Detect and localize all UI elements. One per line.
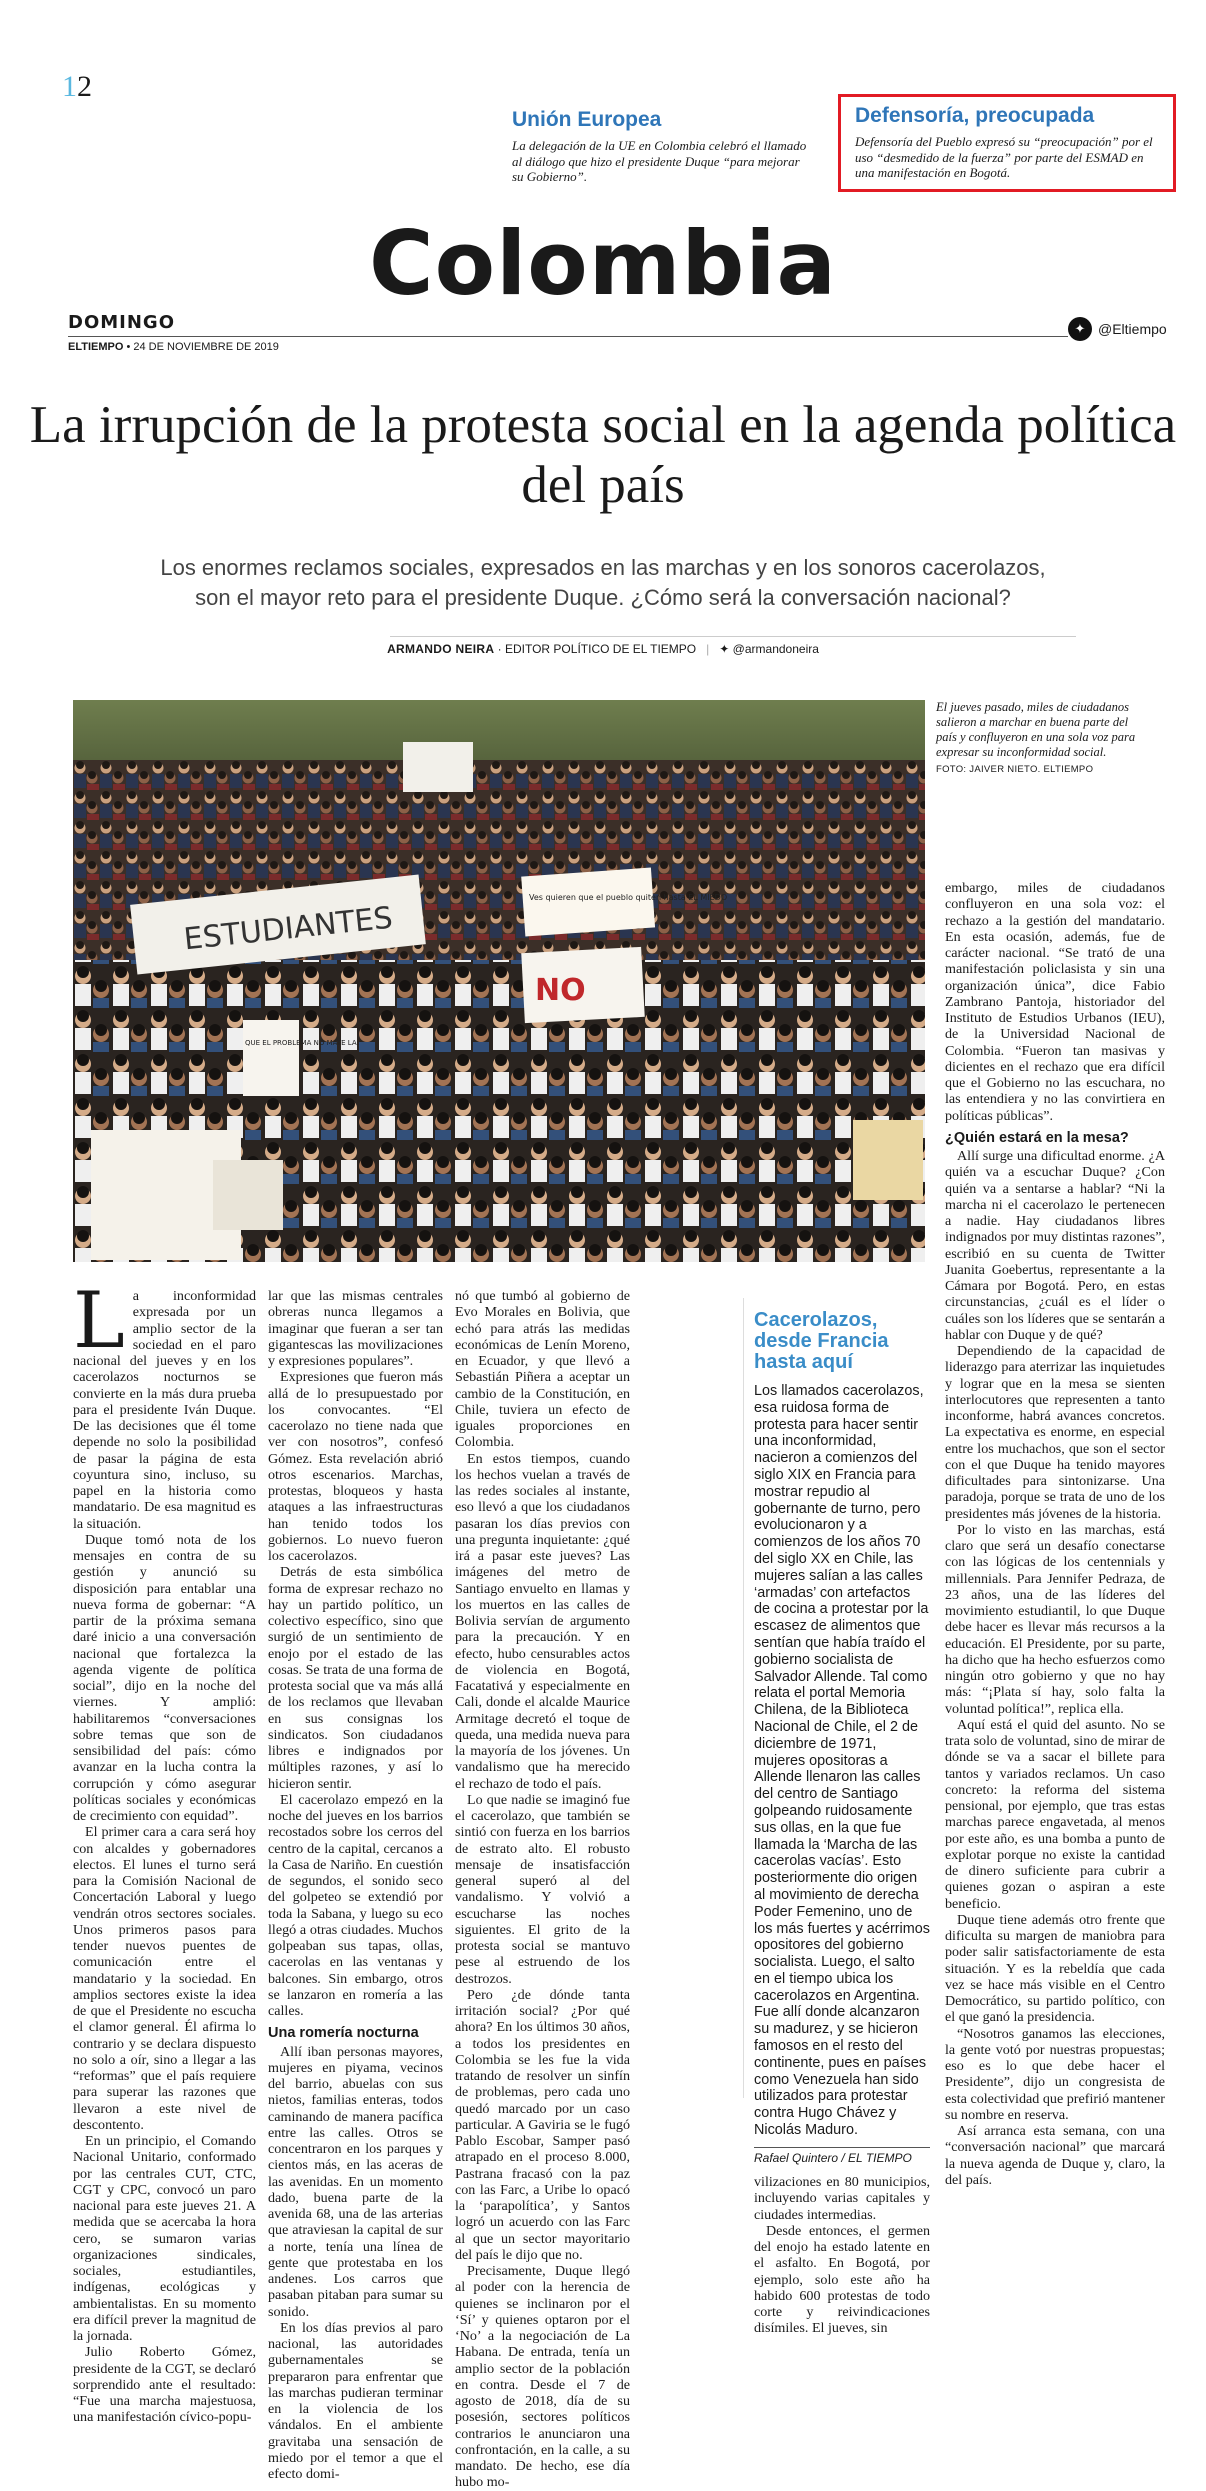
teaser-text: La delegación de la UE en Colombia celebró el llamado al diálogo que hizo el presidente Duque “para mejorar su Gobierno”. [512, 138, 807, 184]
teaser-defensoria-highlighted[interactable] [838, 94, 1176, 192]
header-rule [68, 336, 1068, 337]
twitter-icon: ✦ [719, 642, 730, 656]
subheading: Una romería nocturna [268, 2025, 419, 2042]
photo-caption: El jueves pasado, miles de ciudadanos salieron a marchar en buena parte del país y confluyeron en una sola voz para expresar su inconformidad social. FOTO: JAIVER NIETO. ELTIEMPO [936, 700, 1136, 775]
dateline: ELTIEMPO • 24 DE NOVIEMBRE DE 2019 [68, 341, 279, 353]
article-column-4-bottom: vilizaciones en 80 municipios, incluyendo varias capitales y ciudades intermedias. Desde entonces, el germen del enojo ha estado latente en el asfalto. En Bogotá, por ejemplo, solo este año ha habido 600 protestas de todo corte y reivindicaciones disímiles. El jueves, sin [754, 2174, 930, 2337]
article-headline: La irrupción de la protesta social en la agenda política del país [29, 396, 1177, 514]
sidebar-cacerolazos [754, 1310, 930, 2165]
day-label: DOMINGO [68, 312, 175, 333]
section-title: Colombia [369, 212, 837, 315]
teaser-title: Unión Europea [512, 108, 662, 131]
subheading: ¿Quién estará en la mesa? [945, 1129, 1129, 1146]
drop-cap: L [73, 1276, 125, 1366]
teaser-text: Defensoría del Pueblo expresó su “preocupación” por el uso “desmedido de la fuerza” por parte del ESMAD en una manifestación en Bogotá. [855, 134, 1153, 180]
twitter-handle[interactable]: ✦ @Eltiempo [1068, 317, 1167, 341]
teaser-union-europea[interactable] [512, 108, 812, 185]
teaser-title: Defensoría, preocupada [855, 104, 1095, 127]
svg-text:Ves quieren que el pueblo quit: Ves quieren que el pueblo quiten hasta EL MIEDO [529, 893, 728, 902]
photo-credit: FOTO: JAIVER NIETO. ELTIEMPO [936, 764, 1094, 775]
twitter-icon: ✦ [1068, 317, 1092, 341]
article-column-1: La inconformidad expresada por un amplio sector de la sociedad en el paro nacional del jueves y en los cacerolazos nocturnos se convierte en la más dura prueba para el presidente Iván Duque. De las decisiones que él tome depende no solo la posibilidad de pasar la página de esta coyuntura sino, incluso, su papel en la historia como mandatario. De esa magnitud es la situación. Duque tomó nota de los mensajes en contra de su gestión y anunció su disposición para entablar una nueva forma de gobernar: “A partir de la próxima semana daré inicio a una conversación nacional que fortalezca la agenda vigente de política social”, dijo en la noche del viernes. Y amplió: habilitaremos “conversaciones sobre temas que son de sensibilidad del país: cómo avanzar en la lucha contra la corrupción y cómo asegurar políticas sociales y económicas de crecimiento con equidad”. El primer cara a cara será hoy con alcaldes y gobernadores electos. El lunes el turno será para la Comisión Nacional de Concertación Laboral y luego vendrán otros sectores sociales. Unos primeros pasos para tender nuevos puentes de comunicación entre el mandatario y la sociedad. En amplios sectores existe la idea de que el Presidente no escucha el clamor general. Él afirma lo contrario y se declara dispuesto no solo a oír, sino a llegar a las “reformas” que el país requiere para superar las razones que llevaron a este nivel de descontento. En un principio, el Comando Nacional Unitario, conformado por las centrales CUT, CTC, CGT y CPC, convocó un paro nacional para este jueves 21. A medida que se acercaba la hora cero, se sumaron varias organizaciones sindicales, sociales, estudiantiles, indígenas, ecológicas y ambientalistas. En su momento era difícil prever la magnitud de la jornada. Julio Roberto Gómez, presidente de la CGT, se declaró sorprendido ante el resultado: “Fue una marcha majestuosa, una manifestación cívico-popu- [73, 1276, 256, 2426]
svg-text:ESTUDIANTES: ESTUDIANTES [182, 900, 395, 958]
article-column-5: embargo, miles de ciudadanos confluyeron en una sola voz: el rechazo a la gestión del mandatario. En esta ocasión, además, fue de carácter nacional. “Se trató de una manifestación policlasista y sin una organización única”, dice Fabio Zambrano Pantoja, historiador del Instituto de Estudios Urbanos (IEU), de la Universidad Nacional de Colombia. “Fueron tan masivas y dicientes en el rechazo que era difícil que el Gobierno no las escuchara, no las entendiera y no las convirtiera en políticas públicas”. ¿Quién estará en la mesa? Allí surge una dificultad enorme. ¿A quién va a escuchar Duque? ¿Con quién va a sentarse a hablar? “Ni la marcha ni el cacerolazo le pertenecen a nadie. Hay ciudadanos libres indignados por muy distintas razones”, escribió en su cuenta de Twitter Juanita Goebertus, representante a la Cámara por Bogotá. Pero, en estas circunstancias, ¿cuál es el líder o cuáles son los líderes que se sentarán a hablar con Duque y de qué? Dependiendo de la capacidad de liderazgo para aterrizar las inquietudes y lograr que en la mesa se sienten interlocutores que representen a tanto inconforme, habrá avances concretos. La expectativa es enorme, en especial entre los muchachos, que son el sector con el que Duque ha tenido mayores dificultades para sintonizarse. Una paradoja, porque se trata de uno de los presidentes más jóvenes de la historia. Por lo visto en las marchas, está claro que será un desafío conectarse con las lógicas de los centennials y millennials. Para Jennifer Pedraza, de 23 años, una de las líderes del movimiento estudiantil, lo que Duque debe hacer es llevar más recursos a la educación. El Presidente, por su parte, ha dicho que ha hecho esfuerzos como ningún otro gobierno y que no hay más: “¡Plata sí hay, solo falta la voluntad política!”, replica ella. Aquí está el quid del asunto. No se trata solo de voluntad, sino de mirar de dónde se va a sacar el billete para tantos y variados reclamos. Un caso concreto: la reforma del sistema pensional, por ejemplo, que tras estas marchas parece engavetada, al menos por este año, es una bomba a punto de explotar porque no existe la cantidad de dinero suficiente para cubrir a quienes gozan o aspiran a este beneficio. Duque tiene además otro frente que dificulta su margen de maniobra para poder salir satisfactoriamente de esta situación. Y es la rebeldía que cada vez se hace más visible en el Centro Democrático, su partido político, con el que ganó la presidencia. “Nosotros ganamos las elecciones, la gente votó por nuestras propuestas; eso es lo que debe hacer el Presidente”, dijo un congresista de esta colectividad que prefirió mantener su nombre en reserva. Así arranca esta semana, con una “conversación nacional” que marcará la nueva agenda de Duque y, claro, la del país. [945, 880, 1165, 2188]
article-dek: Los enormes reclamos sociales, expresados en las marchas y en los sonoros cacerolazos, son el mayor reto para el presidente Duque. ¿Cómo será la conversación nacional? [160, 555, 1046, 610]
article-column-3: nó que tumbó al gobierno de Evo Morales en Bolivia, que echó para atrás las medidas económicas de Lenín Moreno, en Ecuador, y que llevó a Sebastián Piñera a aceptar un cambio de la Constitución, en Chile, tuviera un efecto de iguales proporciones en Colombia. En estos tiempos, cuando los hechos vuelan a través de las redes sociales al instante, eso llevó a que los ciudadanos pasaran los días previos con una pregunta inquietante: ¿qué irá a pasar este jueves? Las imágenes del metro de Santiago envuelto en llamas y los muertos en las calles de Bolivia servían de argumento para la precaución. Y en efecto, hubo censurables actos de violencia en Bogotá, Facatativá y especialmente en Cali, donde el alcalde Maurice Armitage decretó el toque de queda, una medida nueva para la mayoría de los jóvenes. Un vandalismo que ha merecido el rechazo de todo el país. Lo que nadie se imaginó fue el cacerolazo, que también se sintió con fuerza en los barrios de estrato alto. El robusto mensaje de insatisfacción general superó al del vandalismo. Y volvió a escucharse las noches siguientes. El grito de la protesta social se mantuvo pese al estruendo de los destrozos. Pero ¿de dónde tanta irritación social? ¿Por qué ahora? En los últimos 30 años, a todos los presidentes en Colombia se les fue la vida tratando de resolver un sinfín de problemas, pero cada uno quedó marcado por un caso particular. A Gaviria se le fugó Pablo Escobar, Samper pasó atrapado en el proceso 8.000, Pastrana fracasó con la paz con las Farc, a Uribe lo opacó la ‘parapolítica’, y Santos logró un acuerdo con las Farc al que un sector mayoritario del país le dijo que no. Precisamente, Duque llegó al poder con la herencia de quienes se inclinaron por el ‘Sí’ y quienes optaron por el ‘No’ a la negociación de La Habana. De entrada, tenía un amplio sector de la población en contra. Desde el 7 de agosto de 2018, día de su posesión, sectores políticos contrarios le anunciaron una confrontación, en la calle, a su mandato. De hecho, ese día hubo mo- [455, 1288, 630, 2491]
protest-photo [73, 700, 925, 1262]
article-column-2: lar que las mismas centrales obreras nunca llegamos a imaginar que fueran a ser tan gigantescas las movilizaciones y expresiones populares”. Expresiones que fueron más allá de lo presupuestado por los convocantes. “El cacerolazo no tiene nada que ver con nosotros”, confesó Gómez. Esta revelación abrió otros escenarios. Marchas, protestas, bloqueos y hasta ataques a las infraestructuras han tenido todos los gobiernos. Lo nuevo fueron los cacerolazos. Detrás de esta simbólica forma de expresar rechazo no hay un partido político, un colectivo específico, sino que surgió de un sentimiento de enojo por el estado de las cosas. Se trata de una forma de protesta social que va más allá de los reclamos que llevaban en sus consignas los sindicatos. Son ciudadanos libres e indignados por múltiples razones, y así lo hicieron sentir. El cacerolazo empezó en la noche del jueves en los barrios recostados sobre los cerros del centro de la capital, cercanos a la Casa de Nariño. En cuestión de segundos, el sonido seco del golpeteo se extendió por toda la Sabana, y luego su eco llegó a otras ciudades. Muchos golpeaban sus tapas, ollas, cacerolas en las ventanas y balcones. Sin embargo, otros se lanzaron en romería a las calles. Una romería nocturna Allí iban personas mayores, mujeres en piyama, vecinos del barrio, abuelas con sus nietos, familias enteras, todos caminando de manera pacífica entre las calles. Otros se concentraron en los parques y cientos más, en las aceras de las avenidas. En un momento dado, buena parte de la avenida 68, una de las arterias que atraviesan la capital de sur a norte, tenía una línea de gente que protestaba en los andenes. Los carros que pasaban pitaban para sumar su sonido. En los días previos al paro nacional, las autoridades gubernamentales se prepararon para enfrentar que las marchas pudieran terminar en la violencia de los vándalos. En el ambiente gravitaba una sensación de miedo por el temor a que el efecto domi- [268, 1288, 443, 2482]
sidebar-signature: Rafael Quintero / EL TIEMPO [754, 2147, 930, 2165]
sidebar-text: Los llamados cacerolazos, esa ruidosa forma de protesta para hacer sentir una inconformidad, nacieron a comienzos del siglo XIX en Francia para mostrar repudio al gobernante de turno, pero evolucionaron y a comienzos de los años 70 del siglo XX en Chile, las mujeres salían a las calles ‘armadas’ con artefactos de cocina a protestar por la escasez de alimentos que sentían que había traído el gobierno socialista de Salvador Allende. Tal como relata el portal Memoria Chilena, de la Biblioteca Nacional de Chile, el 2 de diciembre de 1971, mujeres opositoras a Allende llenaron las calles del centro de Santiago golpeando ruidosamente sus ollas, en la que fue llamada la ‘Marcha de las cacerolas vacías’. Esto posteriormente dio origen al movimiento de derecha Poder Femenino, uno de los más fuertes y acérrimos opositores del gobierno socialista. Luego, el salto en el tiempo ubica los cacerolazos en Argentina. Fue allí donde alcanzaron su madurez, y se hicieron famosos en el resto del continente, pues en países como Venezuela han sido utilizados para protestar contra Hugo Chávez y Nicolás Maduro. [754, 1383, 930, 2139]
page-number: 12 [62, 70, 92, 103]
svg-text:NO: NO [535, 973, 586, 1008]
svg-text:QUE EL PROBLEMA NO MATE LA: QUE EL PROBLEMA NO MATE LA [245, 1039, 357, 1047]
byline-rule [390, 636, 1076, 637]
sidebar-divider [743, 1298, 744, 2098]
sidebar-title: Cacerolazos, desde Francia hasta aquí [754, 1309, 889, 1373]
protest-sign [521, 947, 644, 1023]
byline: ARMANDO NEIRA · EDITOR POLÍTICO DE EL TIEMPO | ✦ @armandoneira [387, 642, 819, 656]
